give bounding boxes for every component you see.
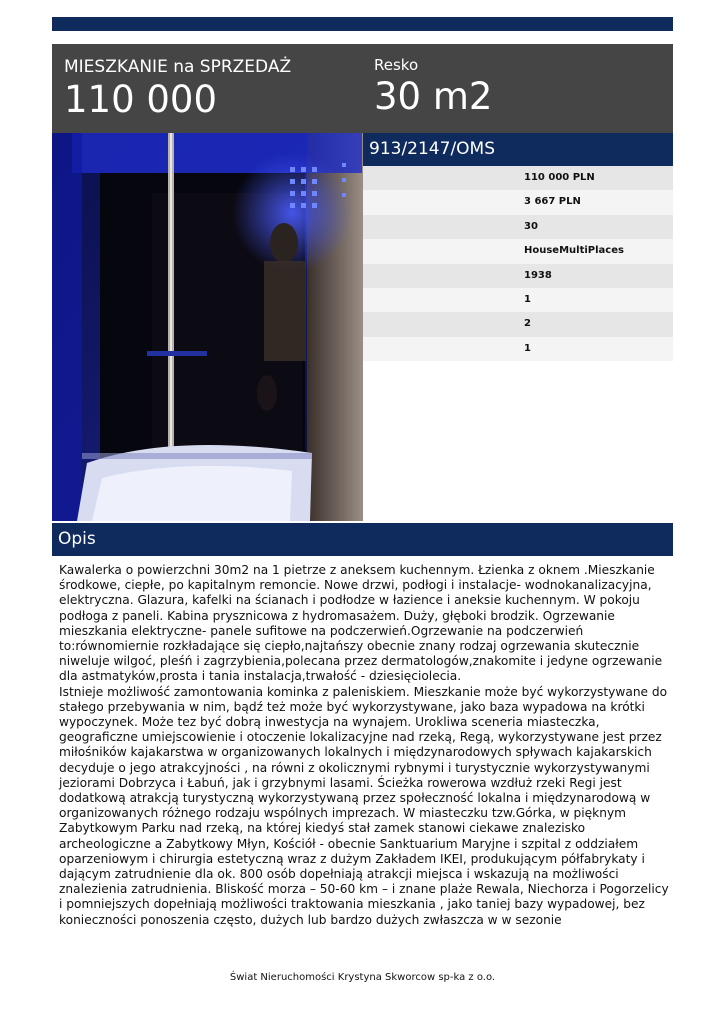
description-text	[59, 563, 671, 928]
listing-header	[52, 44, 673, 133]
detail-row: 3 667 PLN	[363, 190, 673, 214]
details-table	[363, 166, 673, 361]
price-block	[64, 56, 291, 121]
listing-photo	[52, 133, 363, 521]
description-paragraph: Istnieje możliwość zamontowania kominka z paleniskiem. Mieszkanie może być wykorzystywane do stałego przebywania w nim, bądź też może być wykorzystywane, jako baza wypadowa na krótki wypoczynek. Może tez być dobrą inwestycja na wynajem. Urokliwa sceneria miasteczka, geograficzne umiejscowienie i otoczenie lokalizacyjne nad rzeką, Regą, wykorzystywane jest przez miłośników kajakarstwa w organizowanych lokalnych i międzynarodowych spływach kajakarskich decyduje o jego atrakcyjności , na równi z okolicznymi rybnymi i turystycznie wykorzystywanymi jeziorami Dobrzyca i Łabuń, jak i grzybnymi lasami. Ścieżka rowerowa wzdłuż rzeki Regi jest dodatkową atrakcją turystyczną wykorzystywaną przez społeczność lokalna i międzynarodową w organizowanych różnego rodzaju wspólnych imprezach. W miasteczku tzw.Górka, w pięknym Zabytkowym Parku nad rzeką, na której kiedyś stał zamek stanowi ciekawe znalezisko archeologiczne a Zabytkowy Młyn, Kościół - obecnie Sanktuarium Maryjne i szpital z oddziałem oparzeniowym i chirurgia estetyczną wraz z dużym Zakładem IKEI, produkującym półfabrykaty i dającym zatrudnienie dla ok. 800 osób dopełniają atrakcji miejsca i wskazują na możliwości znalezienia zatrudnienia. Bliskość morza – 50-60 km – i znane plaże Rewala, Niechorza i Pogorzelicy i pomniejszych dopełniają możliwości traktowania mieszkania , jako taniej bazy wypadowej, bez konieczności ponoszenia często, dużych lub bardzo dużych zwłaszcza w w sezonie	[59, 684, 669, 927]
detail-row: 1	[363, 288, 673, 312]
description-heading: Opis	[52, 523, 673, 556]
price: 110 000	[64, 78, 218, 121]
location: Resko	[374, 56, 419, 74]
detail-row: 110 000 PLN	[363, 166, 673, 190]
area: 30 m2	[374, 75, 493, 118]
detail-row: 2	[363, 312, 673, 336]
reference-number: 913/2147/OMS	[363, 133, 673, 166]
location-block	[374, 56, 492, 118]
footer-company: Świat Nieruchomości Krystyna Skworcow sp-ka z o.o.	[229, 972, 496, 983]
top-accent-bar	[52, 17, 673, 31]
detail-row: HouseMultiPlaces	[363, 239, 673, 263]
offer-type: MIESZKANIE na SPRZEDAŻ	[64, 57, 292, 77]
detail-row: 30	[363, 215, 673, 239]
detail-row: 1938	[363, 264, 673, 288]
description-paragraph: Kawalerka o powierzchni 30m2 na 1 pietrze z aneksem kuchennym. Łzienka z oknem .Mieszkanie środkowe, ciepłe, po kapitalnym remoncie. Nowe drzwi, podłogi i instalacje- wodnokanalizacyjna, elektryczna. Glazura, kafelki na ścianach i podłodze w łazience i aneksie kuchennym. W pokoju podłoga z paneli. Kabina prysznicowa z hydromasażem. Duży, głęboki brodzik. Ogrzewanie mieszkania elektryczne- panele sufitowe na podczerwień.Ogrzewanie na podczerwień to:równomiernie rozkładające się ciepło,najtańszy obecnie znany rodzaj ogrzewania skutecznie niweluje wilgoć, pleśń i zagrzybienia,polecana przez dermatologów,znakomite i jedyne ogrzewanie dla astmatyków,prosta i tania instalacja,trwałość - dziesięciolecia.	[59, 563, 663, 684]
detail-row: 1	[363, 337, 673, 361]
